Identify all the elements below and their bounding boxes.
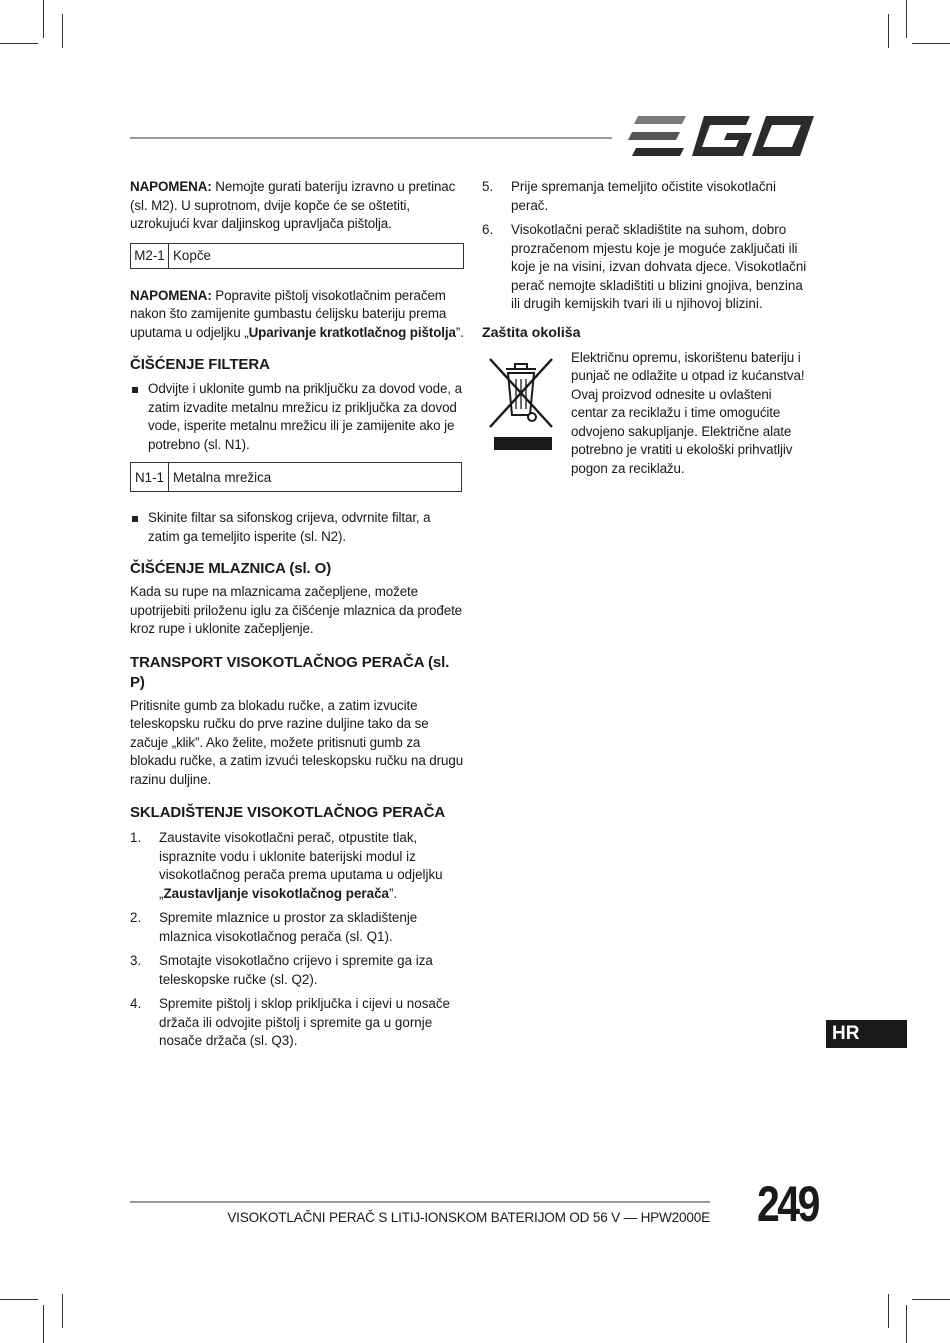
list-number: 5. (482, 179, 494, 194)
section-heading: TRANSPORT VISOKOTLAČNOG PERAČA (sl. P) (130, 653, 450, 691)
crop-mark (43, 1305, 44, 1343)
legend-name: Kopče (173, 248, 211, 263)
section-heading: SKLADIŠTENJE VISOKOTLAČNOG PERAČA (130, 804, 446, 821)
note-text: Popravite pištolj visokotlačnim peračem nakon što zamijenite gumbastu ćelijsku bateriju prema uputama u odjeljku „ (130, 287, 447, 340)
legend-row (130, 462, 462, 492)
bullet-text: Odvijte i uklonite gumb na priključku za dovod vode, a zatim izvadite metalnu mrežicu iz priključka za dovod vode, isperite metalnu mrežicu ili je zamijenite ako je potrebno (sl. N1). (148, 381, 462, 452)
bullet-square (132, 387, 138, 393)
note-paragraph (130, 178, 464, 234)
list-text: Smotajte visokotlačno crijevo i spremite ga iza teleskopske ručke (sl. Q2). (159, 953, 433, 987)
environment-text: Električnu opremu, iskorištenu bateriju i punjač ne odlažite u otpad iz kućanstva! Ovaj proizvod odnesite u ovlašteni centar za reciklažu i time omogućite odvojeno sakupljanje. Električne alate potrebno je vratiti u ekološki prihvatljiv pogon za reciklažu. (571, 349, 805, 476)
section-heading: ČIŠĆENJE MLAZNICA (sl. O) (130, 560, 332, 577)
legend-row (130, 243, 464, 269)
section-reference: Uparivanje kratkotlačnog pištolja (248, 324, 456, 340)
body-text: Pritisnite gumb za blokadu ručke, a zatim izvucite teleskopsku ručku do prve razine duljine tako da se začuje „klik”. Ako želite, možete pritisnuti gumb za blokadu ručke, a zatim izvući teleskopsku ručku na drugu razinu duljine. (130, 697, 464, 787)
list-item (130, 995, 464, 1051)
section-heading: ČIŠĆENJE FILTERA (130, 356, 270, 373)
weee-bar (494, 437, 552, 450)
crossed-bin-icon (488, 353, 554, 431)
list-text-end: ”. (388, 885, 398, 901)
crop-mark (912, 1299, 950, 1300)
legend-code: M2-1 (131, 244, 169, 268)
bullet-text: Skinite filtar sa sifonskog crijeva, odvrnite filtar, a zatim ga temeljito isperite (sl. N2). (148, 510, 431, 544)
list-item (130, 829, 464, 903)
note-paragraph (130, 287, 464, 343)
right-column (482, 178, 812, 479)
ego-logo (628, 116, 814, 158)
language-tab: HR (826, 1020, 907, 1048)
crop-mark (906, 0, 907, 38)
bullet-item (130, 509, 464, 546)
crop-mark (888, 14, 889, 48)
left-column (130, 178, 464, 1051)
bullet-item (130, 380, 464, 454)
crop-mark (0, 43, 38, 44)
subsection-heading: Zaštita okoliša (482, 324, 581, 341)
list-item (482, 221, 812, 314)
list-text: Prije spremanja temeljito očistite visokotlačni perač. (511, 179, 776, 213)
list-number: 3. (130, 953, 142, 968)
crop-mark (912, 43, 950, 44)
crop-mark (906, 1305, 907, 1343)
section-reference: Zaustavljanje visokotlačnog perača (163, 885, 389, 901)
note-text: Nemojte gurati bateriju izravno u pretinac (sl. M2). U suprotnom, dvije kopče će se oštetiti, uzrokujući kvar daljinskog upravljača pištolja. (130, 179, 456, 231)
footer-rule (130, 1201, 710, 1203)
storage-steps-list (130, 829, 464, 1051)
list-number: 4. (130, 996, 142, 1011)
environment-block (482, 349, 812, 479)
crop-mark (888, 1294, 889, 1328)
bullet-square (132, 516, 138, 522)
list-item (482, 178, 812, 215)
list-item (130, 909, 464, 946)
crop-mark (0, 1299, 38, 1300)
legend-name: Metalna mrežica (173, 469, 272, 485)
crop-mark (43, 0, 44, 38)
storage-steps-list-continued (482, 178, 812, 314)
note-label: NAPOMENA: (130, 179, 212, 194)
note-text-end: ”. (455, 324, 464, 340)
header-rule (130, 137, 612, 139)
crop-mark (62, 1294, 63, 1328)
list-text: Spremite mlaznice u prostor za skladištenje mlaznica visokotlačnog perača (sl. Q1). (159, 910, 418, 944)
footer-title: VISOKOTLAČNI PERAČ S LITIJ-IONSKOM BATERIJOM OD 56 V — HPW2000E (227, 1210, 710, 1225)
note-label: NAPOMENA: (130, 287, 212, 303)
list-text: Spremite pištolj i sklop priključka i cijevi u nosače držača ili odvojite pištolj i spremite ga u gornje nosače držača (sl. Q3). (159, 996, 450, 1048)
legend-code: N1-1 (131, 463, 169, 491)
crop-mark (62, 14, 63, 48)
list-text: Zaustavite visokotlačni perač, otpustite tlak, ispraznite vodu i uklonite baterijski modul iz visokotlačnog perača prema uputama u odjeljku „ (159, 830, 443, 901)
body-text: Kada su rupe na mlaznicama začepljene, možete upotrijebiti priloženu iglu za čišćenje mlaznica da prođete kroz rupe i uklonite začepljenje. (130, 584, 463, 636)
page-number: 249 (756, 1176, 818, 1232)
list-number: 2. (130, 910, 142, 925)
list-text: Visokotlačni perač skladištite na suhom, dobro prozračenom mjestu koje je moguće zaključati ili koje je na visini, izvan dohvata djece. Visokotlačni perač nemojte skladištiti u blizini gnojiva, benzina ili drugih kemijskih tvari ili u njihovoj blizini. (511, 222, 807, 311)
list-item (130, 952, 464, 989)
list-number: 1. (130, 830, 142, 845)
list-number: 6. (482, 222, 494, 237)
